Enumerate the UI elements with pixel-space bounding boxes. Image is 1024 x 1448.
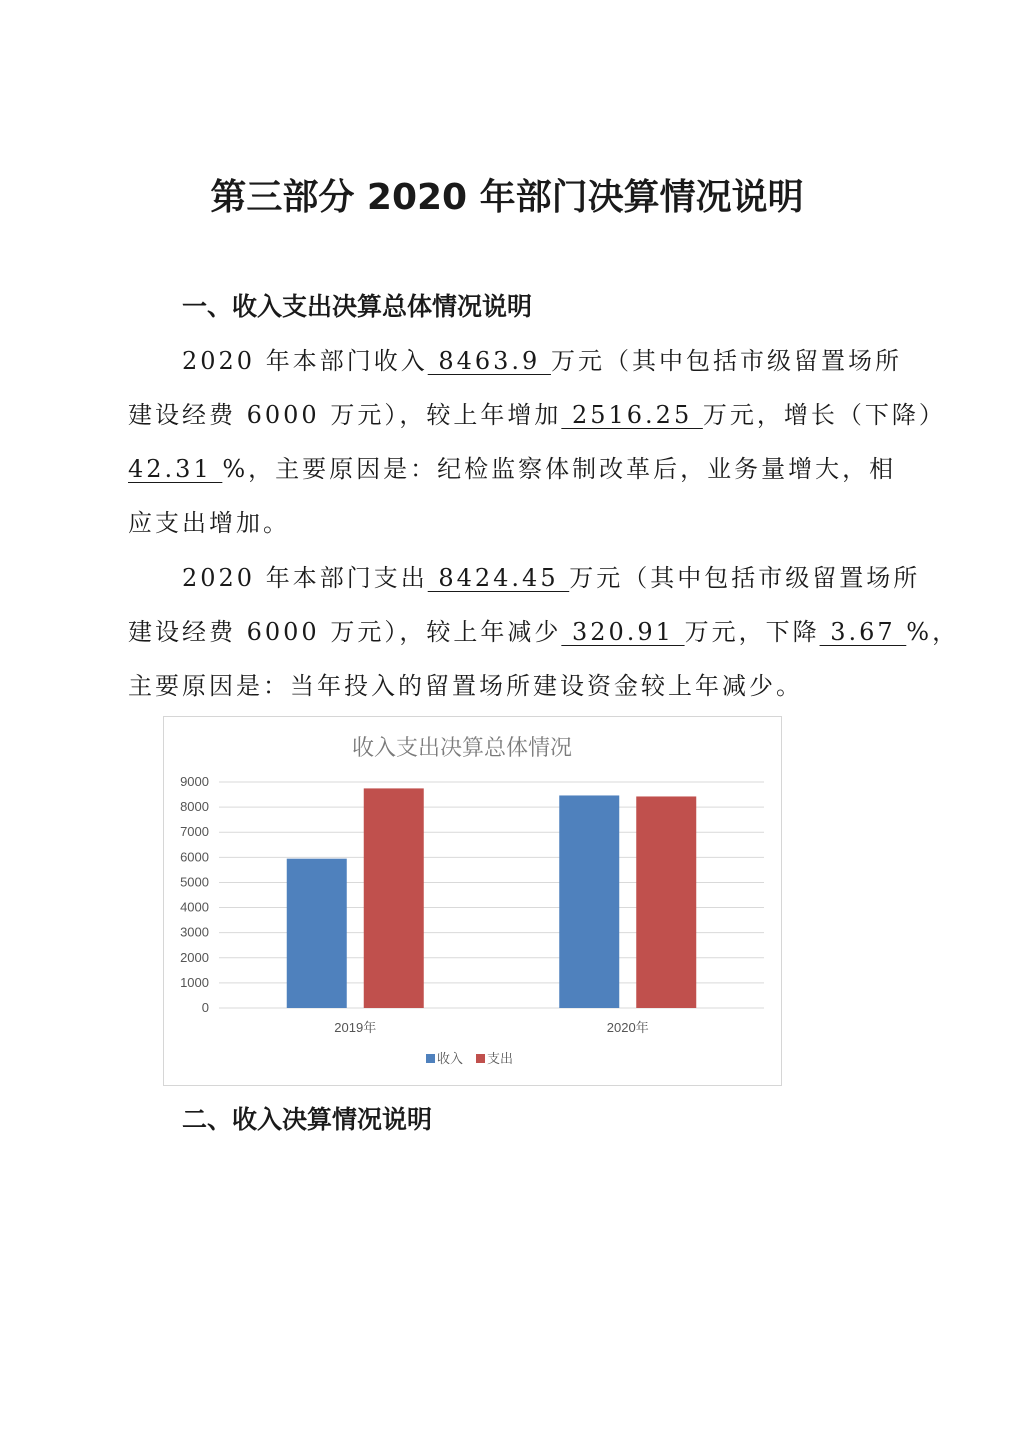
y-tick-label: 6000 — [180, 849, 209, 865]
page-title: 第三部分 2020 年部门决算情况说明 — [210, 177, 804, 218]
y-tick-label: 7000 — [180, 824, 209, 840]
income-amount: 8463.9 — [427, 347, 551, 375]
chart-y-axis — [180, 774, 209, 1015]
text: 万元，增长（下降） — [702, 401, 946, 429]
legend-swatch — [426, 1054, 435, 1063]
income-increase-amount: 2516.25 — [561, 401, 703, 429]
y-tick-label: 0 — [201, 1000, 209, 1015]
y-tick-label: 2000 — [180, 949, 209, 965]
y-tick-label: 5000 — [180, 874, 209, 890]
chart-svg — [164, 717, 781, 1085]
text: 建设经费 6000 万元），较上年减少 — [128, 618, 562, 646]
chart-x-axis — [334, 1020, 648, 1035]
legend-label: 支出 — [487, 1051, 514, 1066]
income-paragraph-line-3 — [128, 452, 896, 486]
expense-amount: 8424.45 — [427, 564, 570, 592]
y-tick-label: 9000 — [180, 774, 209, 789]
text: 主要原因是：当年投入的留置场所建设资金较上年减少。 — [128, 672, 803, 700]
bar-收入-2020年 — [559, 795, 619, 1008]
legend-label: 收入 — [437, 1051, 464, 1066]
text: 万元（其中包括市级留置场所 — [569, 564, 921, 592]
expense-paragraph-line-3 — [128, 669, 803, 703]
bar-收入-2019年 — [287, 859, 347, 1008]
text: 建设经费 6000 万元），较上年增加 — [128, 401, 562, 429]
income-paragraph-line-2 — [128, 398, 946, 432]
x-category-label: 2020年 — [606, 1020, 649, 1035]
text: 2020 年本部门收入 — [182, 347, 428, 375]
income-growth-percent: 42.31 — [128, 455, 223, 483]
chart-title: 收入支出决算总体情况 — [351, 736, 573, 761]
bar-支出-2019年 — [364, 788, 424, 1008]
y-tick-label: 8000 — [180, 799, 209, 815]
expense-decrease-amount: 320.91 — [561, 618, 685, 646]
chart-bars — [287, 788, 697, 1008]
y-tick-label: 3000 — [180, 924, 209, 940]
text: %，主要原因是：纪检监察体制改革后，业务量增大，相 — [222, 455, 897, 483]
y-tick-label: 4000 — [180, 899, 209, 915]
y-tick-label: 1000 — [180, 974, 209, 990]
section-heading-income: 二、收入决算情况说明 — [182, 1105, 433, 1134]
expense-paragraph-line-1 — [182, 561, 920, 595]
x-category-label: 2019年 — [334, 1020, 377, 1035]
income-paragraph-line-4 — [128, 506, 290, 540]
text: 万元（其中包括市级留置场所 — [550, 347, 902, 375]
expense-paragraph-line-2 — [128, 615, 959, 649]
text: %， — [906, 618, 960, 646]
text: 万元，下降 — [684, 618, 820, 646]
text: 应支出增加。 — [128, 509, 290, 537]
chart-legend — [426, 1051, 513, 1066]
text: 2020 年本部门支出 — [182, 564, 428, 592]
income-expense-chart — [163, 716, 782, 1086]
income-paragraph-line-1 — [182, 344, 902, 378]
section-heading-income-expense-overview: 一、收入支出决算总体情况说明 — [182, 292, 533, 321]
bar-支出-2020年 — [636, 796, 696, 1008]
expense-decrease-percent: 3.67 — [819, 618, 907, 646]
legend-swatch — [476, 1054, 485, 1063]
